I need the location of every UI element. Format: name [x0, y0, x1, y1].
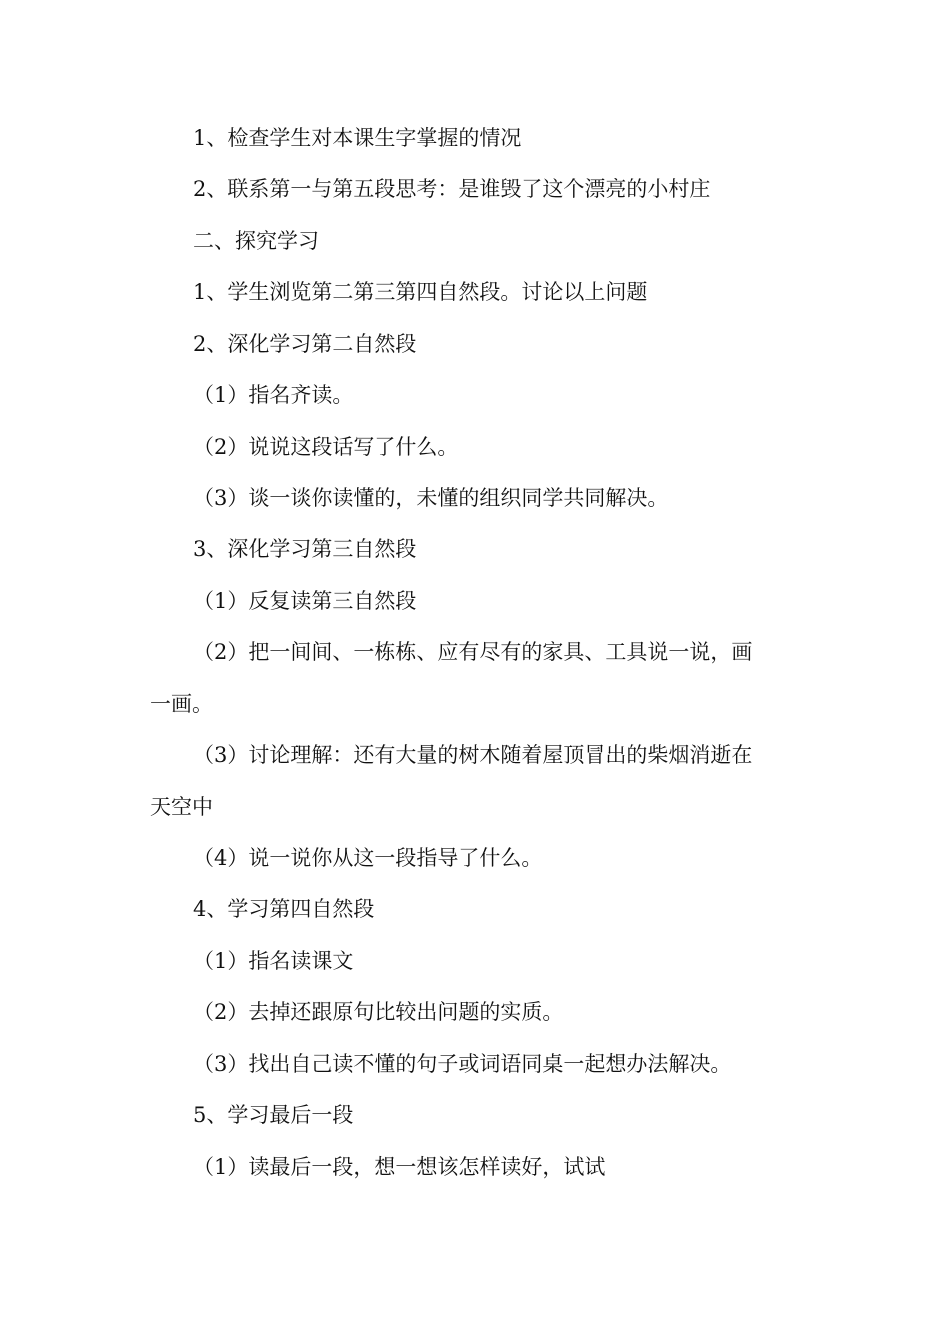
text-line: （1）指名齐读。	[193, 383, 354, 407]
text-line: 1、检查学生对本课生字掌握的情况	[193, 126, 522, 150]
text-line: 5、学习最后一段	[193, 1103, 354, 1127]
text-line: （3）讨论理解：还有大量的树木随着屋顶冒出的柴烟消逝在	[193, 743, 753, 767]
text-line: 3、深化学习第三自然段	[193, 537, 417, 561]
text-line: （4）说一说你从这一段指导了什么。	[193, 846, 543, 870]
text-line: （2）去掉还跟原句比较出问题的实质。	[193, 1000, 564, 1024]
text-line: （2）说说这段话写了什么。	[193, 435, 459, 459]
text-line: 2、联系第一与第五段思考：是谁毁了这个漂亮的小村庄	[193, 177, 711, 201]
section-heading: 二、探究学习	[193, 229, 319, 253]
text-line: （1）指名读课文	[193, 949, 354, 973]
text-line: （2）把一间间、一栋栋、应有尽有的家具、工具说一说，画	[193, 640, 753, 664]
text-line: 4、学习第四自然段	[193, 897, 375, 921]
text-line: （3）找出自己读不懂的句子或词语同桌一起想办法解决。	[193, 1052, 732, 1076]
text-line: 1、学生浏览第二第三第四自然段。讨论以上问题	[193, 280, 648, 304]
text-line: （1）反复读第三自然段	[193, 589, 417, 613]
text-line-continuation: 一画。	[150, 692, 213, 716]
text-line: （3）谈一谈你读懂的，未懂的组织同学共同解决。	[193, 486, 669, 510]
text-line: （1）读最后一段，想一想该怎样读好，试试	[193, 1155, 606, 1179]
text-line-continuation: 天空中	[150, 795, 213, 819]
text-line: 2、深化学习第二自然段	[193, 332, 417, 356]
